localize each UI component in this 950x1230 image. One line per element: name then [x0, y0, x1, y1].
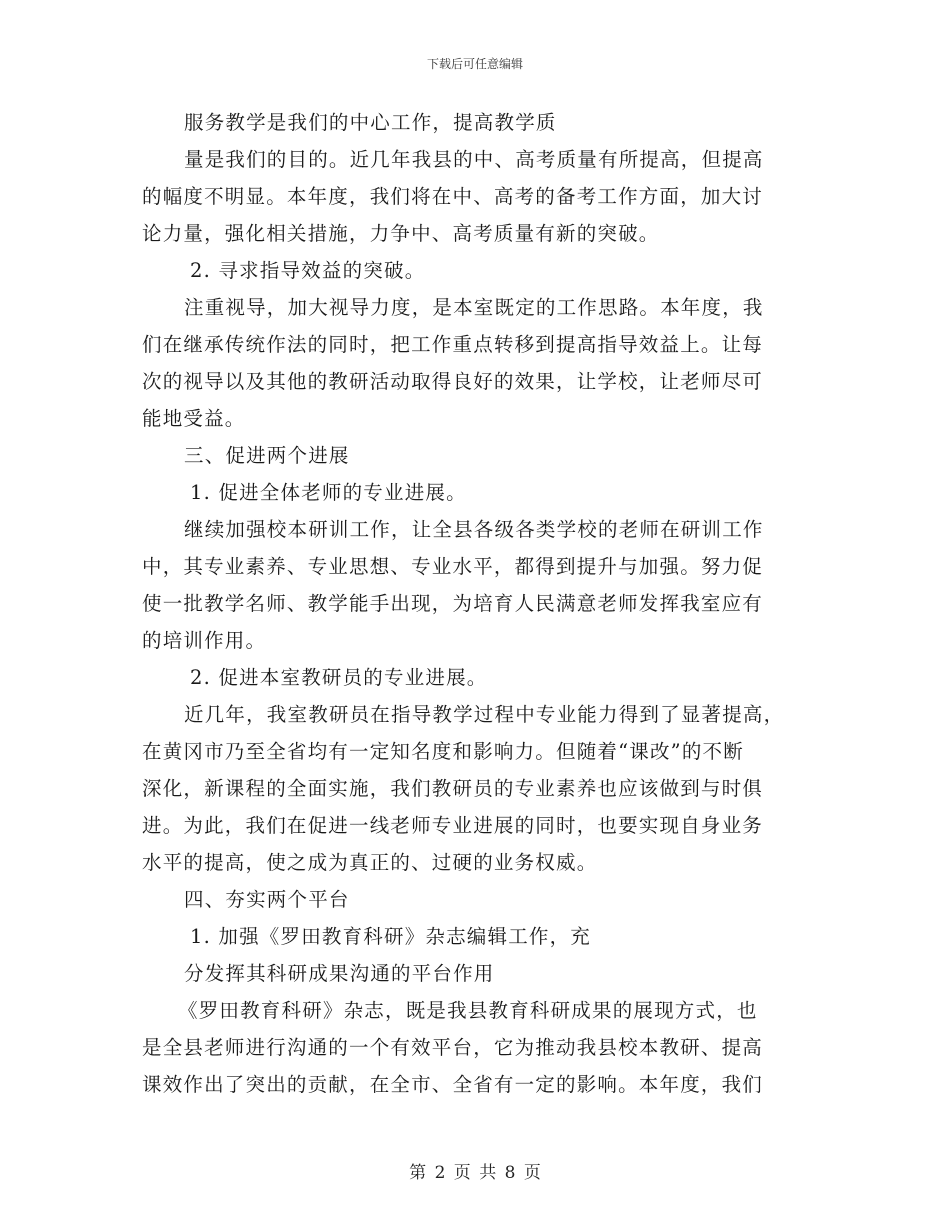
text-line: 是全县老师进行沟通的一个有效平台，它为推动我县校本教研、提高	[142, 1036, 764, 1059]
section-heading: 1. 促进全体老师的专业进展。	[190, 481, 467, 504]
text-line: 继续加强校本研训工作，让全县各级各类学校的老师在研训工作	[184, 518, 764, 541]
text-line: 水平的提高，使之成为真正的、过硬的业务权威。	[142, 851, 598, 874]
text-line: 能地受益。	[142, 407, 246, 430]
text-line: 量是我们的目的。近几年我县的中、高考质量有所提高，但提高	[184, 148, 764, 171]
text-line: 的培训作用。	[142, 629, 267, 652]
section-heading: 三、促进两个进展	[184, 444, 350, 467]
text-line: 中，其专业素养、专业思想、专业水平，都得到提升与加强。努力促	[142, 555, 764, 578]
section-heading: 1. 加强《罗田教育科研》杂志编辑工作，充	[190, 925, 592, 948]
text-line: 课效作出了突出的贡献，在全市、全省有一定的影响。本年度，我们	[142, 1073, 764, 1096]
text-line: 的幅度不明显。本年度，我们将在中、高考的备考工作方面，加大讨	[142, 185, 764, 208]
section-heading: 2. 促进本室教研员的专业进展。	[190, 666, 488, 689]
section-heading: 分发挥其科研成果沟通的平台作用	[184, 962, 495, 985]
document-body	[142, 104, 812, 1103]
text-line: 使一批教学名师、教学能手出现，为培育人民满意老师发挥我室应有	[142, 592, 764, 615]
text-line: 进。为此，我们在促进一线老师专业进展的同时，也要实现自身业务	[142, 814, 764, 837]
text-line: 近几年，我室教研员在指导教学过程中专业能力得到了显著提高，	[184, 703, 785, 726]
text-line: 服务教学是我们的中心工作，提高教学质	[184, 111, 557, 134]
text-line: 次的视导以及其他的教研活动取得良好的效果，让学校，让老师尽可	[142, 370, 764, 393]
section-heading: 2. 寻求指导效益的突破。	[190, 259, 426, 282]
text-line: 深化，新课程的全面实施，我们教研员的专业素养也应该做到与时俱	[142, 777, 764, 800]
text-line: 在黄冈市乃至全省均有一定知名度和影响力。但随着“课改”的不断	[142, 740, 744, 763]
text-line: 注重视导，加大视导力度，是本室既定的工作思路。本年度，我	[184, 296, 764, 319]
text-line: 们在继承传统作法的同时，把工作重点转移到提高指导效益上。让每	[142, 333, 764, 356]
page-number: 第 2 页 共 8 页	[409, 1163, 541, 1183]
section-heading: 四、夯实两个平台	[184, 888, 350, 911]
page-header-note: 下载后可任意编辑	[426, 57, 523, 71]
text-line: 《罗田教育科研》杂志，既是我县教育科研成果的展现方式，也	[178, 999, 758, 1022]
text-line: 论力量，强化相关措施，力争中、高考质量有新的突破。	[142, 222, 660, 245]
